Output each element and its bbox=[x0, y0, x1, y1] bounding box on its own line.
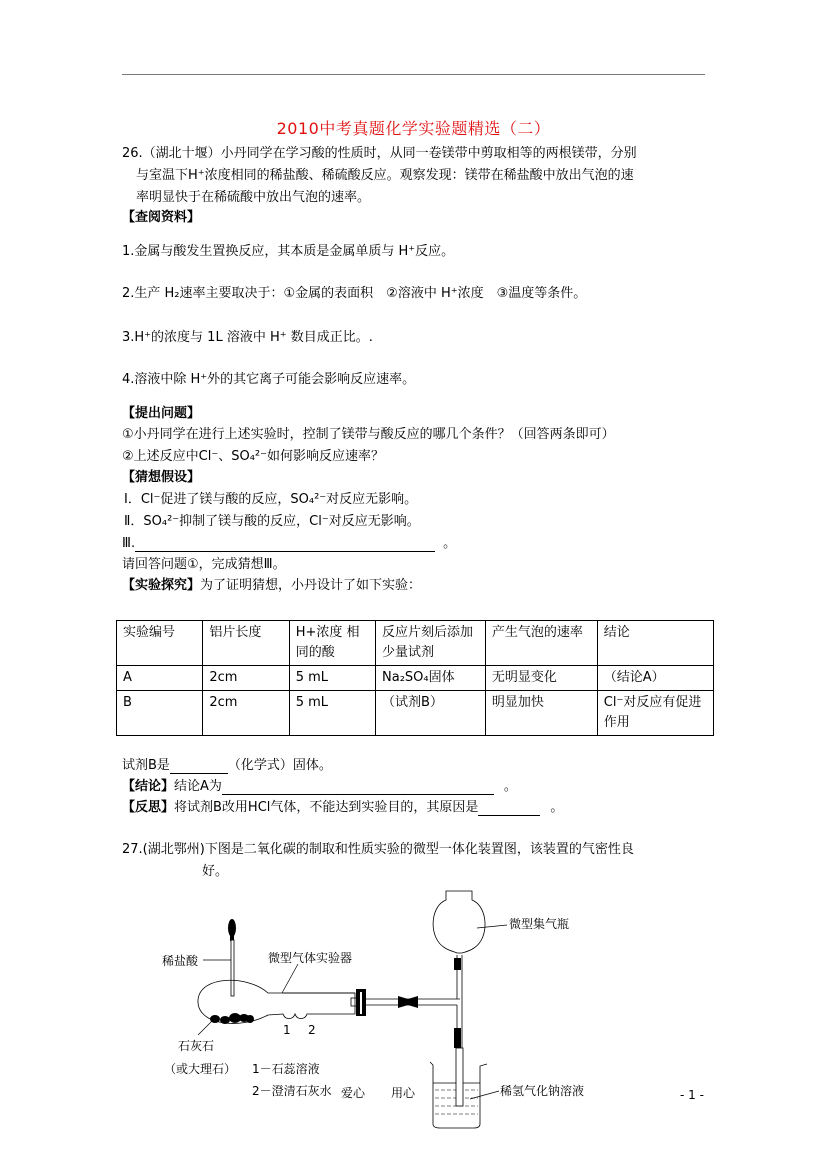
reference-item-4: 4.溶液中除 H⁺外的其它离子可能会影响反应速率。 bbox=[122, 372, 416, 387]
question-1: ①小丹同学在进行上述实验时，控制了镁带与酸反应的哪几个条件？（回答两条即可） bbox=[122, 427, 615, 442]
table-header-cell: 铝片长度 bbox=[203, 621, 289, 666]
hypothesis-2: Ⅱ．SO₄²⁻抑制了镁与酸的反应，Cl⁻对反应无影响。 bbox=[124, 514, 420, 529]
question-2: ②上述反应中Cl⁻、SO₄²⁻如何影响反应速率？ bbox=[122, 449, 384, 464]
q27-intro-line2: 好。 bbox=[202, 864, 229, 879]
section-experiment-heading: 【实验探究】 bbox=[122, 578, 201, 593]
table-cell: Cl⁻对反应有促进作用 bbox=[597, 691, 713, 736]
q27-intro-line1: 27.(湖北鄂州)下图是二氧化碳的制取和性质实验的微型一体化装置图，该装置的气密性良 bbox=[122, 842, 634, 857]
experiment-intro: 为了证明猜想，小丹设计了如下实验： bbox=[200, 578, 422, 593]
dropper-icon bbox=[228, 919, 236, 996]
micro-gas-device bbox=[198, 980, 355, 1023]
label-marble: （或大理石） bbox=[164, 1062, 237, 1076]
table-cell: 2cm bbox=[203, 666, 289, 691]
conclusion-text: 结论A为 bbox=[174, 779, 222, 794]
table-cell: 5 mL bbox=[289, 666, 375, 691]
table-header-cell: 反应片刻后添加少量试剂 bbox=[376, 621, 486, 666]
section-question-heading: 【提出问题】 bbox=[122, 406, 201, 421]
table-cell: （试剂B） bbox=[376, 691, 486, 736]
legend-2: 2－澄清石灰水 bbox=[252, 1084, 332, 1098]
watermark-1: 爱心 bbox=[341, 1086, 366, 1100]
table-cell: 2cm bbox=[203, 691, 289, 736]
table-cell: 明显加快 bbox=[485, 691, 597, 736]
table-cell: 无明显变化 bbox=[485, 666, 597, 691]
hypothesis-3-end: 。 bbox=[443, 536, 457, 551]
section-hypothesis-heading: 【猜想假设】 bbox=[122, 470, 201, 485]
reagent-b-prefix: 试剂B是 bbox=[122, 758, 170, 773]
label-limestone: 石灰石 bbox=[178, 1039, 215, 1053]
table-header-cell: 产生气泡的速率 bbox=[485, 621, 597, 666]
label-acid: 稀盐酸 bbox=[162, 954, 199, 968]
page-number: - 1 - bbox=[680, 1088, 704, 1102]
reflection-end: 。 bbox=[550, 800, 564, 815]
reference-item-2: 2.生产 H₂速率主要取决于：①金属的表面积 ②溶液中 H⁺浓度 ③温度等条件。 bbox=[122, 286, 587, 301]
table-cell: Na₂SO₄固体 bbox=[376, 666, 486, 691]
label-device: 微型气体实验器 bbox=[268, 951, 353, 965]
section-reference-heading: 【查阅资料】 bbox=[122, 210, 201, 225]
q26-intro-line2: 与室温下H⁺浓度相同的稀盐酸、稀硫酸反应。观察发现：镁带在稀盐酸中放出气泡的速 bbox=[136, 168, 634, 183]
micro-gas-bottle bbox=[433, 891, 485, 953]
legend-1: 1－石蕊溶液 bbox=[252, 1062, 320, 1076]
document-title: 2010中考真题化学实验题精选（二） bbox=[276, 119, 551, 138]
table-cell: 5 mL bbox=[289, 691, 375, 736]
hypothesis-1: Ⅰ．Cl⁻促进了镁与酸的反应，SO₄²⁻对反应无影响。 bbox=[124, 492, 418, 507]
naoh-leader-line bbox=[470, 1091, 499, 1099]
q26-intro-line1: 26.（湖北十堰）小丹同学在学习酸的性质时，从同一卷镁带中剪取相等的两根镁带，分别 bbox=[122, 146, 637, 161]
conclusion-end: 。 bbox=[503, 779, 517, 794]
limestone-leader-line bbox=[198, 1020, 213, 1035]
answer-prompt: 请回答问题①，完成猜想Ⅲ。 bbox=[122, 557, 286, 572]
beaker bbox=[430, 1048, 487, 1128]
label-well-1: 1 bbox=[283, 1023, 291, 1037]
table-cell: A bbox=[117, 666, 203, 691]
table-header-cell: 实验编号 bbox=[117, 621, 203, 666]
table-cell: （结论A） bbox=[597, 666, 713, 691]
reference-item-1: 1.金属与酸发生置换反应，其本质是金属单质与 H⁺反应。 bbox=[122, 244, 455, 259]
bottle-leader-line bbox=[477, 925, 507, 928]
reflection-text: 将试剂B改用HCl气体，不能达到实验目的，其原因是 bbox=[174, 800, 479, 815]
rubber-connector bbox=[398, 996, 418, 1008]
table-cell: B bbox=[117, 691, 203, 736]
hypothesis-3-label: Ⅲ. bbox=[122, 536, 136, 551]
label-naoh: 稀氢气化钠溶液 bbox=[500, 1084, 585, 1098]
reagent-b-suffix: （化学式）固体。 bbox=[227, 758, 332, 773]
section-reflection-heading: 【反思】 bbox=[122, 800, 175, 815]
watermark-2: 用心 bbox=[391, 1086, 416, 1100]
label-well-2: 2 bbox=[308, 1023, 316, 1037]
table-header-cell: 结论 bbox=[597, 621, 713, 666]
table-header-cell: H+浓度 相同的酸 bbox=[289, 621, 375, 666]
label-bottle: 微型集气瓶 bbox=[509, 917, 570, 931]
reference-item-3: 3.H⁺的浓度与 1L 溶液中 H⁺ 数目成正比。. bbox=[122, 330, 373, 345]
section-conclusion-heading: 【结论】 bbox=[122, 779, 175, 794]
device-leader-line bbox=[282, 964, 298, 993]
q26-intro-line3: 率明显快于在稀硫酸中放出气泡的速率。 bbox=[136, 190, 371, 205]
